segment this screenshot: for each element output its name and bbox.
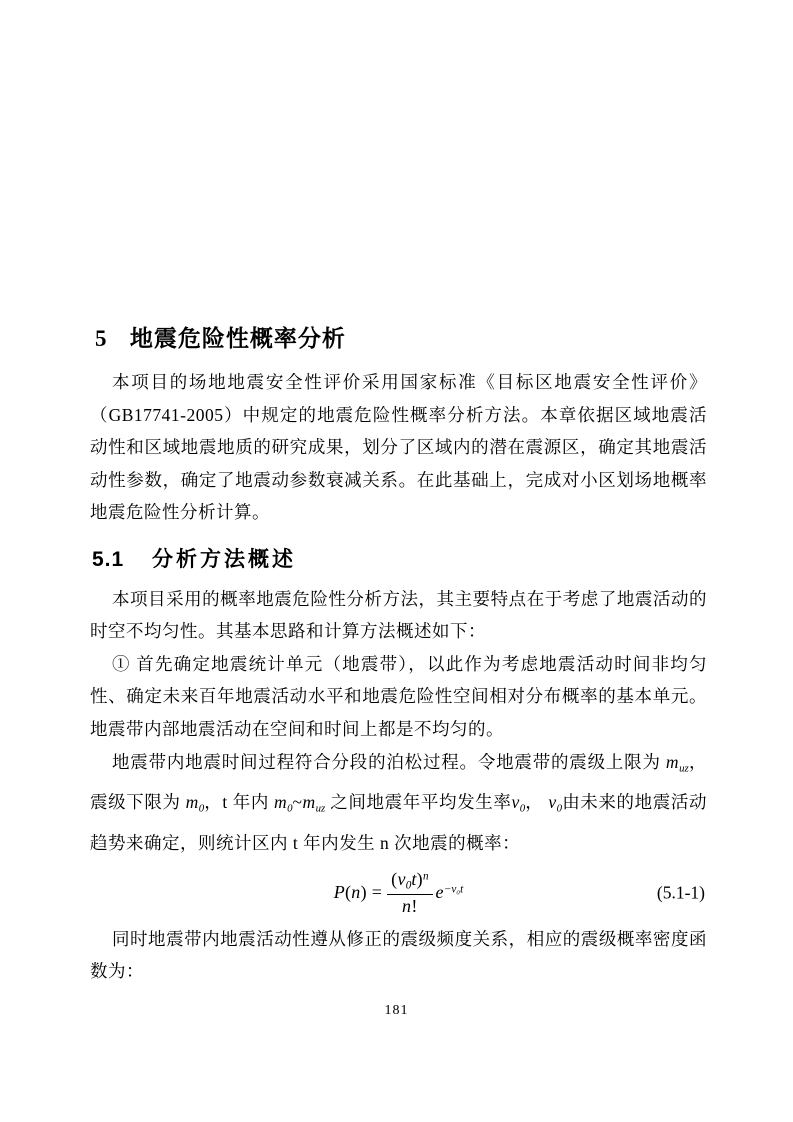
equation-lhs: P(n) = <box>333 881 383 902</box>
equation-fraction-denominator: n! <box>402 895 418 916</box>
closing-paragraph: 同时地震带内地震活动性遵从修正的震级频度关系，相应的震级概率密度函数为： <box>90 928 707 981</box>
section-title: 分析方法概述 <box>152 547 297 571</box>
list-item-1: ① 首先确定地震统计单元（地震带），以此作为考虑地震活动时间非均匀性、确定未来百年地震活动水平和地震危险性空间相对分布概率的基本单元。地震带内部地震活动在空间和时间上都是不均匀的。 <box>90 653 707 739</box>
method-overview-paragraph: 本项目采用的概率地震危险性分析方法，其主要特点在于考虑了地震活动的时空不均匀性。其基本思路和计算方法概述如下： <box>90 588 707 641</box>
page-number: 181 <box>384 1003 409 1018</box>
chapter-intro-paragraph: 本项目的场地地震安全性评价采用国家标准《目标区地震安全性评价》（GB17741-2005）中规定的地震危险性概率分析方法。本章依据区域地震活动性和区域地震地质的研究成果，划分了区域内的潜在震源区，确定其地震活动性参数，确定了地震动参数衰减关系。在此基础上，完成对小区划场地概率地震危险性分析计算。 <box>90 372 707 522</box>
equation-number: (5.1-1) <box>656 882 705 902</box>
poisson-process-paragraph: 地震带内地震时间过程符合分段的泊松过程。令地震带的震级上限为 muz，震级下限为 m0，t 年内 m0~muz 之间地震年平均发生率ν0， ν0由未来的地震活动趋势来确定，则统计区内 t 年内发生 n 次地震的概率： <box>90 752 708 853</box>
chapter-title: 地震危险性概率分析 <box>129 325 346 351</box>
equation-row <box>90 868 707 918</box>
equation-5-1-1 <box>334 869 464 917</box>
equation-exponential-factor: $e^{-\nu_0t}$ <box>435 881 464 902</box>
page-footer <box>0 1003 793 1019</box>
section-number: 5.1 <box>92 547 125 571</box>
equation-fraction <box>387 869 432 917</box>
page-content <box>0 323 793 988</box>
equation-fraction-numerator: $(\nu 0t)^n$ <box>387 869 432 895</box>
chapter-number: 5 <box>95 326 107 351</box>
section-heading <box>92 546 707 574</box>
chapter-heading <box>95 323 707 354</box>
